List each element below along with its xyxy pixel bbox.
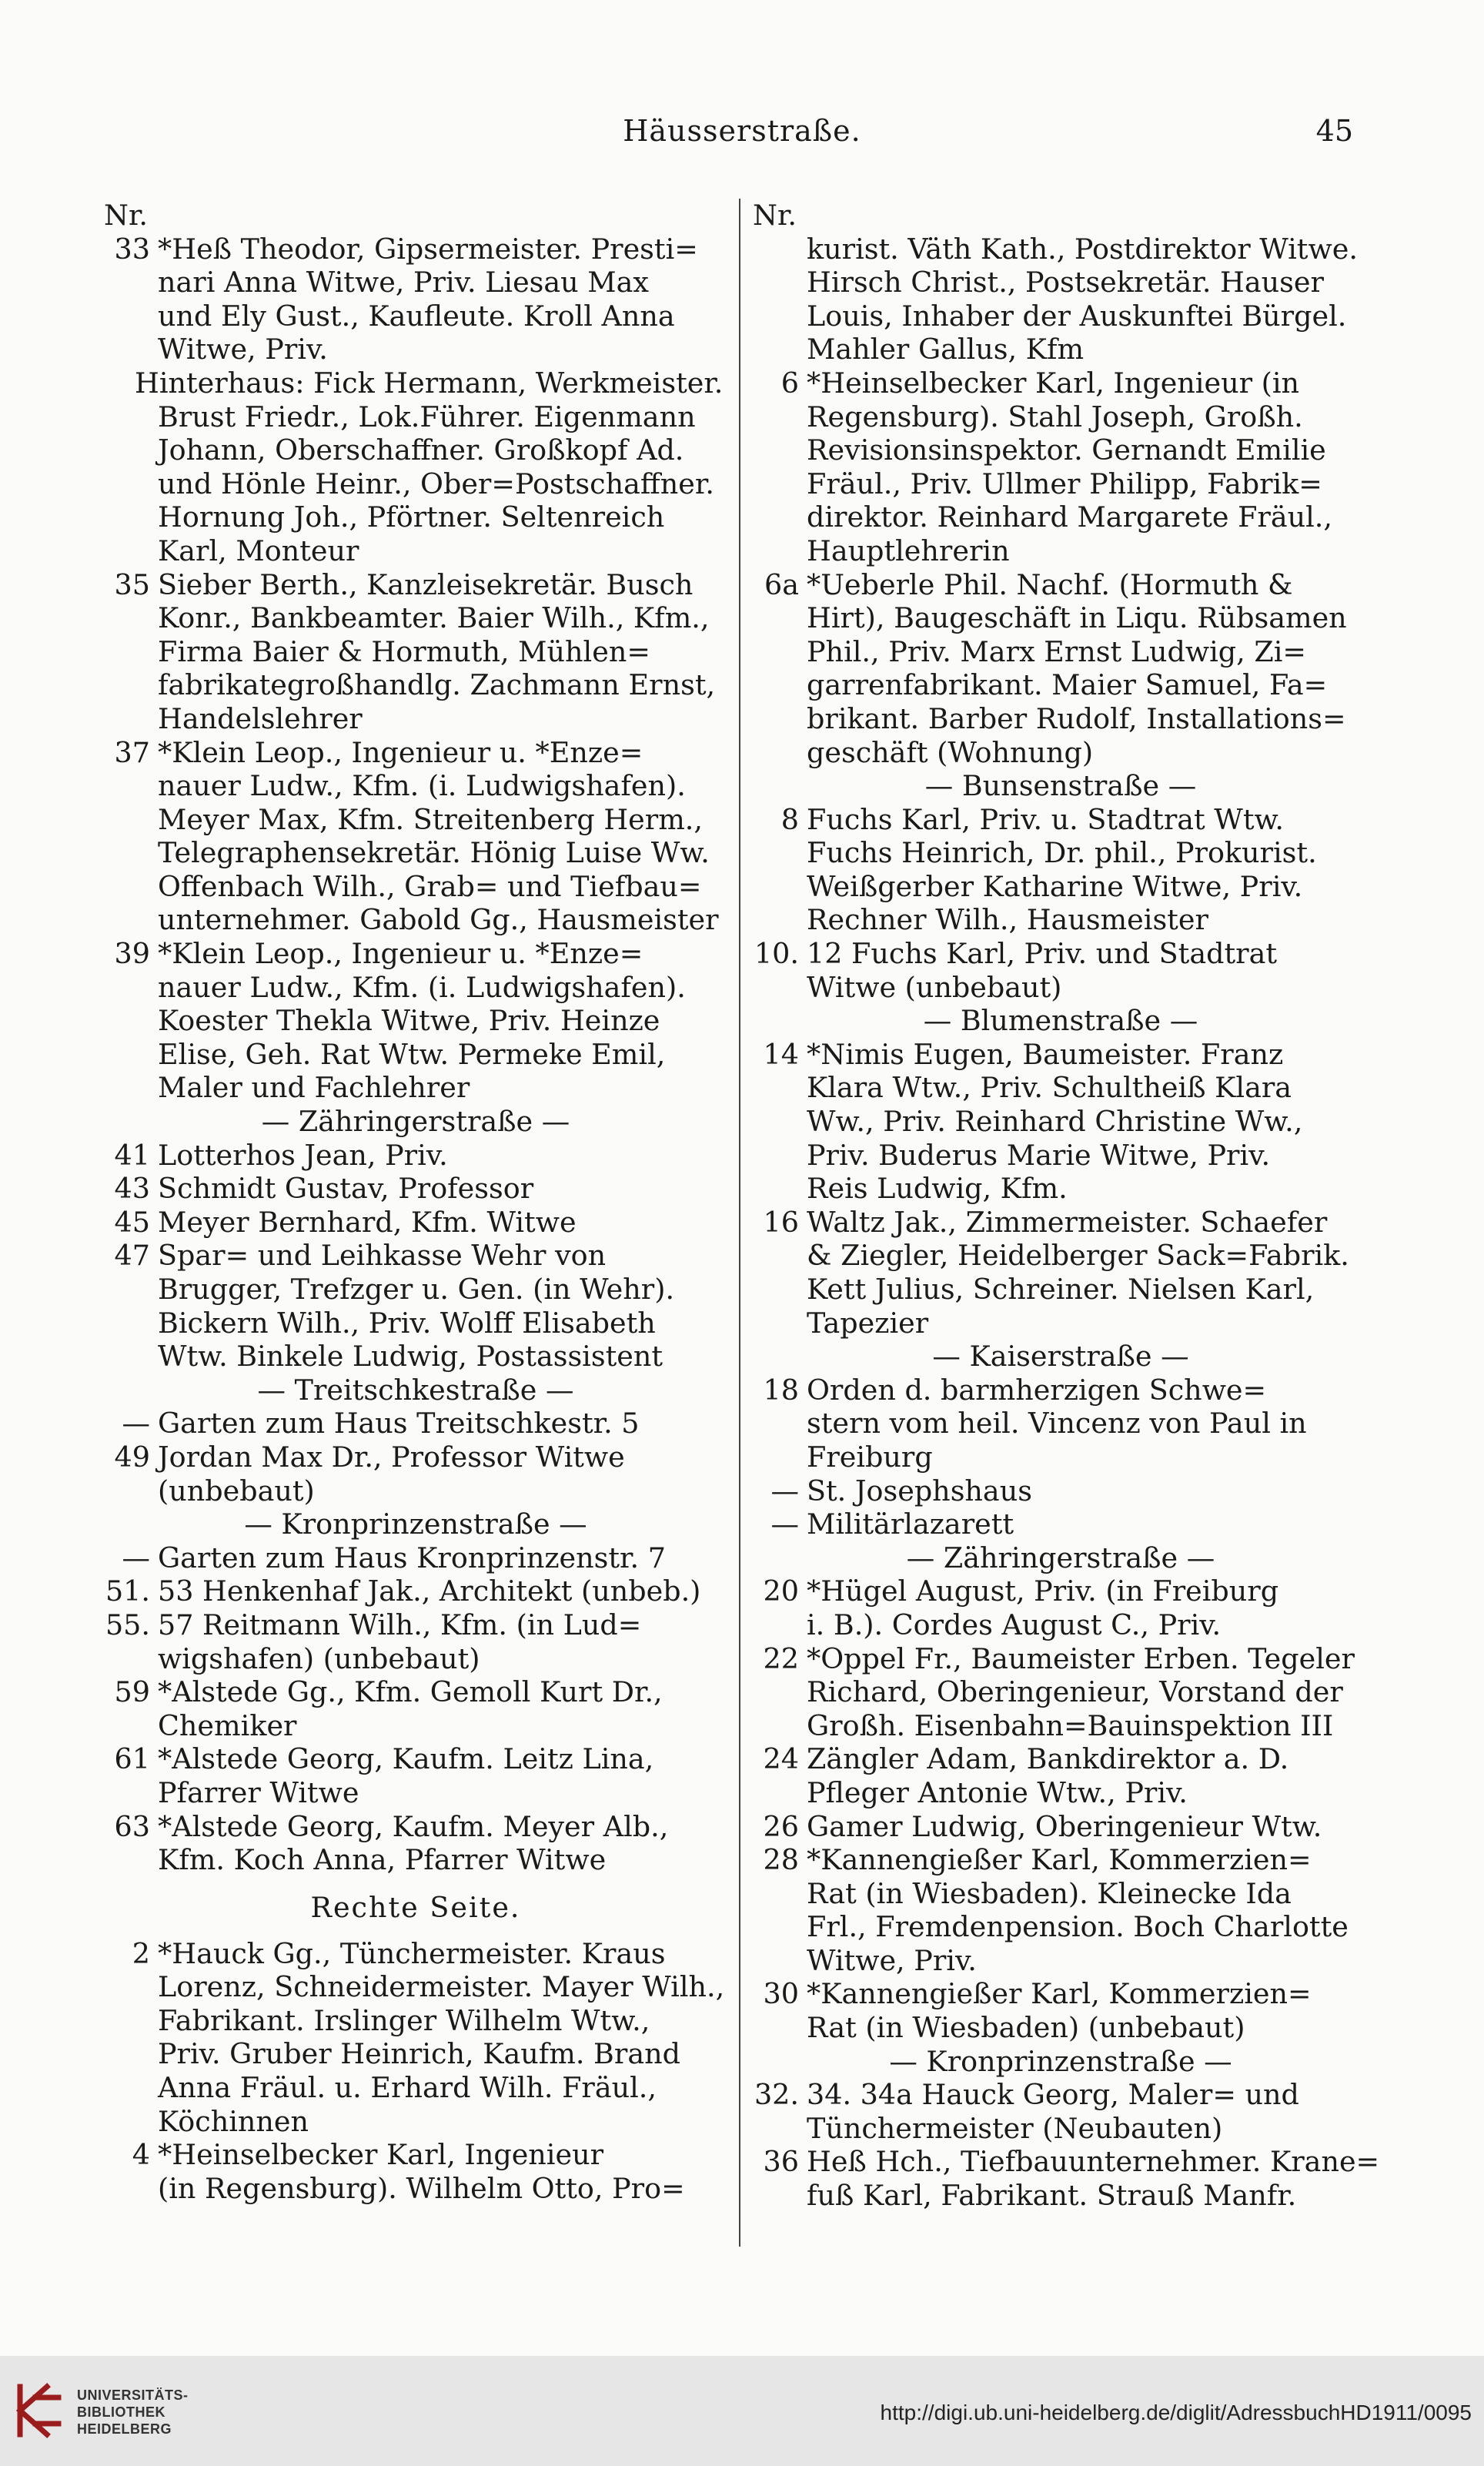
entry-text: *Heinselbecker Karl, Ingenieur (in bbox=[807, 366, 1300, 400]
entry-text: Garten zum Haus Kronprinzenstr. 7 bbox=[158, 1541, 666, 1574]
house-number: 63 bbox=[114, 1809, 150, 1843]
logo-line: BIBLIOTHEK bbox=[77, 2404, 165, 2420]
entry-continuation: und Ely Gust., Kaufleute. Kroll Anna bbox=[158, 299, 675, 333]
house-number: 33 bbox=[114, 232, 150, 266]
entry-continuation: Wtw. Binkele Ludwig, Postassistent bbox=[158, 1340, 663, 1374]
entry-continuation: Offenbach Wilh., Grab= und Tiefbau= bbox=[158, 869, 702, 903]
house-number: — bbox=[770, 1507, 799, 1541]
entry-continuation: Handelslehrer bbox=[158, 701, 363, 735]
entry-text: 53 Henkenhaf Jak., Architekt (unbeb.) bbox=[158, 1574, 701, 1608]
entry-text: Jordan Max Dr., Professor Witwe bbox=[158, 1440, 625, 1474]
entry-continuation: Koester Thekla Witwe, Priv. Heinze bbox=[158, 1004, 660, 1038]
entry-continuation: Rechner Wilh., Hausmeister bbox=[807, 903, 1208, 937]
street-divider: — Treitschkestraße — bbox=[257, 1373, 574, 1407]
entry-text: Meyer Bernhard, Kfm. Witwe bbox=[158, 1205, 577, 1239]
house-number: 41 bbox=[114, 1138, 150, 1172]
entry-continuation: Witwe, Priv. bbox=[807, 1943, 977, 1977]
left-column bbox=[104, 199, 727, 2205]
address-entry bbox=[753, 2145, 1380, 2179]
address-entry bbox=[104, 1541, 727, 1575]
entry-continuation: Karl, Monteur bbox=[158, 534, 359, 567]
entry-continuation: Tapezier bbox=[807, 1306, 929, 1340]
entry-continuation: Pfarrer Witwe bbox=[158, 1775, 359, 1809]
address-entry bbox=[753, 568, 1369, 602]
entry-continuation: Witwe (unbebaut) bbox=[807, 970, 1062, 1004]
entry-text: 34. 34a Hauck Georg, Maler= und bbox=[807, 2078, 1299, 2112]
entry-continuation: wigshafen) (unbebaut) bbox=[158, 1641, 480, 1675]
house-number: 14 bbox=[763, 1037, 799, 1071]
address-entry bbox=[753, 366, 1369, 400]
entry-continuation: fuß Karl, Fabrikant. Strauß Manfr. bbox=[807, 2179, 1297, 2213]
entry-text: *Nimis Eugen, Baumeister. Franz bbox=[807, 1037, 1284, 1071]
address-entry bbox=[104, 1810, 727, 1844]
entry-continuation: geschäft (Wohnung) bbox=[807, 735, 1094, 769]
entry-continuation: Großh. Eisenbahn=Bauinspektion III bbox=[807, 1708, 1334, 1742]
entry-continuation: Maler und Fachlehrer bbox=[158, 1071, 470, 1105]
entry-continuation: Kett Julius, Schreiner. Nielsen Karl, bbox=[807, 1273, 1315, 1306]
entry-text: *Ueberle Phil. Nachf. (Hormuth & bbox=[807, 567, 1293, 601]
entry-continuation: Fabrikant. Irslinger Wilhelm Wtw., bbox=[158, 2003, 650, 2037]
house-number: 16 bbox=[763, 1205, 799, 1239]
address-entry bbox=[753, 1977, 1369, 2011]
entry-continuation: Klara Wtw., Priv. Schultheiß Klara bbox=[807, 1071, 1292, 1105]
house-number: 35 bbox=[114, 567, 150, 601]
house-number: 37 bbox=[114, 735, 150, 769]
entry-continuation: Köchinnen bbox=[158, 2104, 309, 2138]
entry-text: Fuchs Karl, Priv. u. Stadtrat Wtw. bbox=[807, 802, 1285, 836]
house-number: 22 bbox=[763, 1641, 799, 1675]
entry-continuation: Elise, Geh. Rat Wtw. Permeke Emil, bbox=[158, 1037, 666, 1071]
entry-text: *Kannengießer Karl, Kommerzien= bbox=[807, 1977, 1312, 2011]
entry-text: Spar= und Leihkasse Wehr von bbox=[158, 1239, 607, 1273]
address-entry bbox=[104, 937, 727, 971]
entry-continuation: Hirsch Christ., Postsekretär. Hauser bbox=[807, 266, 1324, 299]
address-entry bbox=[104, 1407, 727, 1440]
entry-continuation: Mahler Gallus, Kfm bbox=[807, 333, 1085, 366]
address-entry bbox=[104, 233, 727, 266]
address-entry bbox=[753, 1742, 1369, 1776]
entry-continuation: Hornung Joh., Pförtner. Seltenreich bbox=[158, 500, 665, 534]
entry-continuation: Pfleger Antonie Wtw., Priv. bbox=[807, 1775, 1188, 1809]
entry-continuation: Rat (in Wiesbaden). Kleinecke Ida bbox=[807, 1876, 1292, 1910]
entry-text: Heß Hch., Tiefbauunternehmer. Krane= bbox=[807, 2145, 1380, 2179]
address-entry bbox=[753, 1374, 1369, 1407]
section-heading: Rechte Seite. bbox=[310, 1890, 521, 1924]
address-entry bbox=[104, 1206, 727, 1240]
house-number: 24 bbox=[763, 1742, 799, 1776]
right-column bbox=[753, 199, 1380, 2213]
entry-continuation: Weißgerber Katharine Witwe, Priv. bbox=[807, 869, 1303, 903]
address-entry bbox=[104, 1139, 727, 1173]
entry-text: Schmidt Gustav, Professor bbox=[158, 1172, 534, 1206]
entry-text: Garten zum Haus Treitschkestr. 5 bbox=[158, 1407, 640, 1440]
address-entry bbox=[753, 937, 1369, 971]
entry-continuation: Firma Baier & Hormuth, Mühlen= bbox=[158, 634, 650, 668]
address-entry bbox=[104, 736, 727, 770]
entry-text: *Heinselbecker Karl, Ingenieur bbox=[158, 2138, 604, 2172]
library-logo-text bbox=[77, 2387, 189, 2438]
entry-continuation: Anna Fräul. u. Erhard Wilh. Fräul., bbox=[158, 2071, 657, 2105]
page-number: 45 bbox=[1315, 114, 1353, 148]
house-number: 59 bbox=[114, 1675, 150, 1709]
entry-continuation: fabrikategroßhandlg. Zachmann Ernst, bbox=[158, 668, 716, 702]
entry-continuation: garrenfabrikant. Maier Samuel, Fa= bbox=[807, 668, 1328, 702]
house-number: 6 bbox=[780, 366, 799, 400]
entry-text: *Alstede Georg, Kaufm. Meyer Alb., bbox=[158, 1809, 669, 1843]
house-number: 47 bbox=[114, 1239, 150, 1273]
entry-continuation: Brugger, Trefzger u. Gen. (in Wehr). bbox=[158, 1273, 675, 1306]
house-number: — bbox=[122, 1407, 150, 1440]
address-entry bbox=[104, 1675, 727, 1709]
entry-continuation: (in Regensburg). Wilhelm Otto, Pro= bbox=[158, 2171, 685, 2205]
entry-continuation: und Hönle Heinr., Ober=Postschaffner. bbox=[158, 467, 714, 500]
entry-continuation: Telegraphensekretär. Hönig Luise Ww. bbox=[158, 836, 710, 870]
house-number: 32. bbox=[754, 2078, 799, 2112]
entry-text: Orden d. barmherzigen Schwe= bbox=[807, 1373, 1267, 1407]
street-divider: — Zähringerstraße — bbox=[906, 1541, 1215, 1574]
page-title: Häusserstraße. bbox=[623, 114, 861, 148]
house-number: 10. bbox=[754, 937, 799, 971]
address-entry bbox=[753, 1474, 1369, 1508]
entry-continuation: Konr., Bankbeamter. Baier Wilh., Kfm., bbox=[158, 601, 710, 635]
street-divider: — Kronprinzenstraße — bbox=[889, 2044, 1232, 2078]
house-number: 61 bbox=[114, 1742, 150, 1776]
entry-continuation: (unbebaut) bbox=[158, 1474, 315, 1507]
house-number: 18 bbox=[763, 1373, 799, 1407]
entry-text: *Alstede Georg, Kaufm. Leitz Lina, bbox=[158, 1742, 654, 1776]
street-divider: — Kronprinzenstraße — bbox=[244, 1507, 587, 1541]
column-divider bbox=[739, 199, 740, 2247]
address-entry bbox=[753, 2078, 1369, 2112]
entry-continuation: Hauptlehrerin bbox=[807, 534, 1010, 567]
entry-text: Militärlazarett bbox=[807, 1507, 1014, 1541]
library-logo-icon bbox=[12, 2379, 66, 2442]
street-divider: — Bunsenstraße — bbox=[924, 769, 1197, 803]
address-entry bbox=[753, 1843, 1369, 1877]
street-divider: — Zähringerstraße — bbox=[261, 1105, 570, 1139]
house-number: 20 bbox=[763, 1574, 799, 1608]
entry-continuation: Hirt), Baugeschäft in Liqu. Rübsamen bbox=[807, 601, 1347, 635]
house-number: 2 bbox=[132, 1936, 150, 1970]
house-number: 45 bbox=[114, 1205, 150, 1239]
entry-continuation: brikant. Barber Rudolf, Installations= bbox=[807, 701, 1346, 735]
logo-line: HEIDELBERG bbox=[77, 2421, 172, 2437]
entry-continuation: Kfm. Koch Anna, Pfarrer Witwe bbox=[158, 1843, 607, 1877]
entry-continuation: Ww., Priv. Reinhard Christine Ww., bbox=[807, 1105, 1303, 1139]
entry-continuation: Frl., Fremdenpension. Boch Charlotte bbox=[807, 1910, 1349, 1944]
entry-text: *Kannengießer Karl, Kommerzien= bbox=[807, 1843, 1312, 1877]
entry-continuation: Phil., Priv. Marx Ernst Ludwig, Zi= bbox=[807, 634, 1306, 668]
entry-continuation: stern vom heil. Vincenz von Paul in bbox=[807, 1407, 1307, 1440]
address-entry bbox=[104, 1608, 727, 1642]
house-number: 55. bbox=[105, 1608, 150, 1641]
source-url-link[interactable]: http://digi.ub.uni-heidelberg.de/diglit/AdressbuchHD1911/0095 bbox=[880, 2401, 1472, 2424]
address-entry bbox=[104, 1440, 727, 1474]
entry-continuation: Rat (in Wiesbaden) (unbebaut) bbox=[807, 2011, 1245, 2045]
entry-continuation: Priv. Buderus Marie Witwe, Priv. bbox=[807, 1138, 1271, 1172]
house-number: 51. bbox=[105, 1574, 150, 1608]
entry-continuation: Fräul., Priv. Ullmer Philipp, Fabrik= bbox=[807, 467, 1322, 500]
house-number: — bbox=[770, 1474, 799, 1507]
entry-continuation: direktor. Reinhard Margarete Fräul., bbox=[807, 500, 1332, 534]
column-header: Nr. bbox=[104, 199, 148, 232]
address-entry bbox=[753, 1206, 1369, 1240]
entry-continuation: nari Anna Witwe, Priv. Liesau Max bbox=[158, 266, 650, 299]
entry-continuation: kurist. Väth Kath., Postdirektor Witwe. bbox=[807, 232, 1358, 266]
house-number: 30 bbox=[763, 1977, 799, 2011]
entry-continuation: Regensburg). Stahl Joseph, Großh. bbox=[807, 400, 1303, 433]
entry-continuation: i. B.). Cordes August C., Priv. bbox=[807, 1608, 1222, 1641]
house-number: 49 bbox=[114, 1440, 150, 1474]
address-entry bbox=[753, 1038, 1369, 1072]
entry-text: St. Josephshaus bbox=[807, 1474, 1032, 1507]
entry-text: *Hauck Gg., Tünchermeister. Kraus bbox=[158, 1936, 666, 1970]
house-number: 43 bbox=[114, 1172, 150, 1206]
entry-continuation: Fuchs Heinrich, Dr. phil., Prokurist. bbox=[807, 836, 1317, 870]
entry-continuation: Chemiker bbox=[158, 1708, 297, 1742]
entry-text: *Klein Leop., Ingenieur u. *Enze= bbox=[158, 735, 643, 769]
entry-continuation: Bickern Wilh., Priv. Wolff Elisabeth bbox=[158, 1306, 656, 1340]
entry-text: Lotterhos Jean, Priv. bbox=[158, 1138, 448, 1172]
entry-continuation: Richard, Oberingenieur, Vorstand der bbox=[807, 1675, 1343, 1709]
column-header: Nr. bbox=[753, 199, 797, 232]
entry-continuation: nauer Ludw., Kfm. (i. Ludwigshafen). bbox=[158, 769, 686, 803]
address-entry bbox=[104, 1172, 727, 1206]
entry-text: *Oppel Fr., Baumeister Erben. Tegeler bbox=[807, 1641, 1355, 1675]
footer-bar bbox=[0, 2356, 1484, 2466]
address-entry bbox=[753, 803, 1369, 837]
entry-text: Gamer Ludwig, Oberingenieur Wtw. bbox=[807, 1809, 1322, 1843]
address-entry bbox=[753, 1642, 1369, 1676]
entry-text: 12 Fuchs Karl, Priv. und Stadtrat bbox=[807, 937, 1278, 971]
entry-text: *Heß Theodor, Gipsermeister. Presti= bbox=[158, 232, 698, 266]
address-entry bbox=[104, 2138, 727, 2172]
address-entry bbox=[104, 568, 727, 602]
house-number: 8 bbox=[780, 802, 799, 836]
house-number: 36 bbox=[763, 2145, 799, 2179]
house-number: 4 bbox=[132, 2138, 150, 2172]
entry-continuation: Johann, Oberschaffner. Großkopf Ad. bbox=[158, 433, 684, 467]
house-number: — bbox=[122, 1541, 150, 1574]
entry-text: *Klein Leop., Ingenieur u. *Enze= bbox=[158, 937, 643, 971]
street-divider: — Blumenstraße — bbox=[923, 1004, 1198, 1038]
house-number: 28 bbox=[763, 1843, 799, 1877]
entry-continuation: Revisionsinspektor. Gernandt Emilie bbox=[807, 433, 1326, 467]
entry-text: 57 Reitmann Wilh., Kfm. (in Lud= bbox=[158, 1608, 642, 1641]
entry-text: *Alstede Gg., Kfm. Gemoll Kurt Dr., bbox=[158, 1675, 663, 1709]
entry-continuation: Priv. Gruber Heinrich, Kaufm. Brand bbox=[158, 2037, 680, 2071]
entry-continuation: Witwe, Priv. bbox=[158, 333, 328, 366]
entry-text: Sieber Berth., Kanzleisekretär. Busch bbox=[158, 567, 694, 601]
entry-continuation: unternehmer. Gabold Gg., Hausmeister bbox=[158, 903, 719, 937]
address-entry bbox=[104, 1742, 727, 1776]
entry-continuation: Reis Ludwig, Kfm. bbox=[807, 1172, 1068, 1206]
entry-continuation: Meyer Max, Kfm. Streitenberg Herm., bbox=[158, 802, 704, 836]
entry-continuation: Lorenz, Schneidermeister. Mayer Wilh., bbox=[158, 1970, 725, 2004]
entry-continuation: Tünchermeister (Neubauten) bbox=[807, 2111, 1223, 2145]
address-entry bbox=[753, 1574, 1369, 1608]
entry-text: *Hügel August, Priv. (in Freiburg bbox=[807, 1574, 1279, 1608]
address-entry bbox=[104, 1574, 727, 1608]
street-divider: — Kaiserstraße — bbox=[932, 1340, 1189, 1374]
entry-text: Zängler Adam, Bankdirektor a. D. bbox=[807, 1742, 1289, 1776]
address-entry bbox=[753, 1507, 1369, 1541]
page-header bbox=[0, 114, 1484, 160]
entry-continuation: Brust Friedr., Lok.Führer. Eigenmann bbox=[158, 400, 696, 433]
entry-subheading: Hinterhaus: Fick Hermann, Werkmeister. bbox=[135, 366, 724, 400]
entry-continuation: nauer Ludw., Kfm. (i. Ludwigshafen). bbox=[158, 970, 686, 1004]
entry-text: Waltz Jak., Zimmermeister. Schaefer bbox=[807, 1205, 1328, 1239]
house-number: 26 bbox=[763, 1809, 799, 1843]
entry-continuation: & Ziegler, Heidelberger Sack=Fabrik. bbox=[807, 1239, 1349, 1273]
address-entry bbox=[104, 1239, 727, 1273]
address-entry bbox=[753, 1810, 1369, 1844]
address-entry bbox=[104, 1937, 727, 1971]
house-number: 39 bbox=[114, 937, 150, 971]
house-number: 6a bbox=[764, 567, 799, 601]
entry-continuation: Freiburg bbox=[807, 1440, 933, 1474]
logo-line: UNIVERSITÄTS- bbox=[77, 2387, 189, 2403]
entry-continuation: Louis, Inhaber der Auskunftei Bürgel. bbox=[807, 299, 1347, 333]
